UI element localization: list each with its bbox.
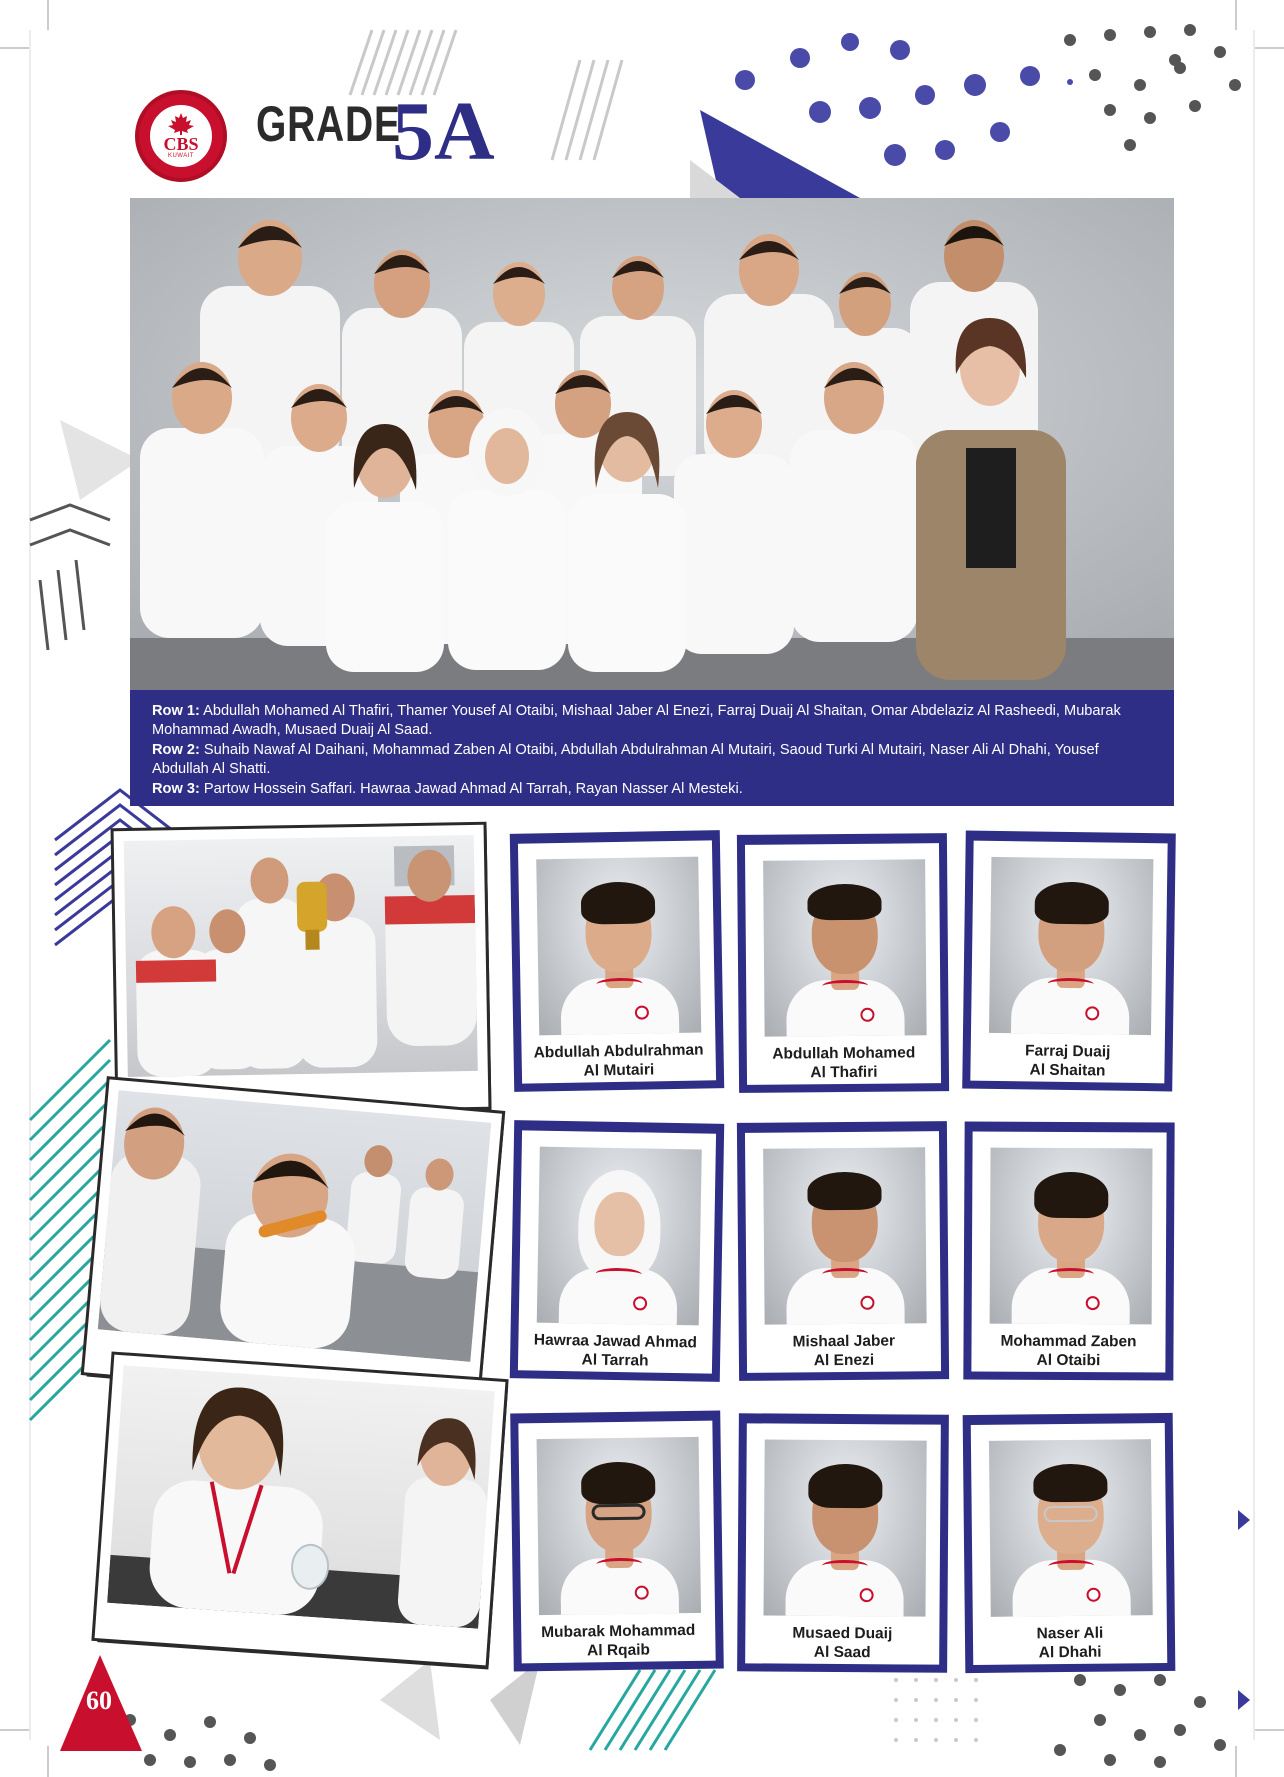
student-name (747, 1331, 941, 1371)
maple-leaf-icon (166, 113, 196, 135)
student-portrait-photo (990, 1148, 1153, 1325)
caption-row-names: Suhaib Nawaf Al Daihani, Mohammad Zaben Al Otaibi, Abdullah Abdulrahman Al Mutairi, Saoud Turki Al Mutairi, Naser Ali Al Dhahi, Yousef Abdullah Al Shatti. (152, 741, 1099, 778)
student-name-line1: Hawraa Jawad Ahmad (533, 1331, 698, 1352)
caption-row-label: Row 1: (152, 703, 200, 719)
student-name (970, 1041, 1165, 1082)
candid-classroom-illustration (98, 1090, 491, 1362)
student-name-line1: Musaed Duaij (792, 1624, 893, 1643)
card-inner (971, 1423, 1168, 1665)
student-portrait-card (510, 1411, 724, 1672)
student-portrait-photo (989, 1439, 1153, 1617)
student-portrait-photo (763, 859, 927, 1036)
caption-row-3 (152, 780, 1152, 799)
student-name-line1: Mishaal Jaber (792, 1332, 896, 1351)
card-inner (971, 1131, 1166, 1372)
student-name-line2: Al Saad (813, 1643, 871, 1662)
candid-science-illustration (107, 1365, 495, 1628)
candid-trophy-illustration (124, 835, 478, 1077)
logo-subtext: KUWAIT (167, 152, 195, 159)
student-name (747, 1043, 941, 1083)
candid-photo-image (107, 1365, 495, 1628)
logo-text: CBS (163, 133, 199, 154)
class-photo-illustration (130, 198, 1174, 690)
student-name-line1: Naser Ali (1036, 1624, 1104, 1643)
student-name-line1: Farraj Duaij (1024, 1042, 1111, 1061)
student-portrait-photo (989, 857, 1153, 1035)
caption-row-names: Partow Hossein Saffari. Hawraa Jawad Ahmad Al Tarrah, Rayan Nasser Al Mesteki. (199, 780, 743, 797)
card-inner (518, 1130, 716, 1373)
student-name (971, 1331, 1165, 1370)
card-inner (518, 840, 716, 1083)
class-photo-caption (130, 690, 1174, 806)
caption-row-label: Row 2: (152, 741, 200, 758)
student-name-line2: Al Tarrah (581, 1351, 649, 1370)
logo-emblem (148, 103, 214, 169)
student-name-line2: Al Otaibi (1036, 1351, 1101, 1370)
class-group-photo (130, 198, 1174, 690)
student-portrait-card (737, 1413, 949, 1672)
student-name-line2: Al Rqaib (586, 1641, 651, 1660)
student-name-line2: Al Mutairi (583, 1061, 655, 1080)
caption-row-label: Row 3: (152, 780, 200, 797)
student-name-line1: Mohammad Zaben (1000, 1332, 1137, 1351)
page-number: 60 (86, 1686, 112, 1715)
student-portrait-photo (763, 1439, 926, 1616)
card-inner (518, 1421, 715, 1664)
student-name (521, 1040, 716, 1081)
card-inner (970, 841, 1167, 1084)
grade-word: GRADE (256, 96, 401, 152)
student-portrait-photo (537, 1147, 702, 1326)
candid-photo-trophy (114, 825, 489, 1113)
student-portrait-card (510, 1120, 724, 1382)
school-logo (135, 90, 227, 182)
grade-class: 5A (392, 85, 495, 178)
student-name-line1: Mubarak Mohammad (541, 1621, 696, 1642)
student-name-line2: Al Enezi (813, 1351, 875, 1370)
student-name (745, 1623, 939, 1662)
candid-photo-image (124, 835, 478, 1077)
student-name-line2: Al Dhahi (1038, 1643, 1102, 1662)
student-portrait-card (737, 1121, 949, 1381)
student-name-line1: Abdullah Mohamed (772, 1044, 916, 1063)
student-portrait-photo (537, 1437, 701, 1615)
candid-photo-image (98, 1090, 491, 1362)
student-name (973, 1623, 1167, 1663)
student-portrait-card (737, 833, 949, 1093)
card-inner (745, 1131, 941, 1373)
student-portrait-card (963, 1413, 1176, 1673)
student-name-line2: Al Thafiri (810, 1063, 878, 1082)
caption-row-names: Abdullah Mohamed Al Thafiri, Thamer Yousef Al Otaibi, Mishaal Jaber Al Enezi, Farraj Duaij Al Shaitan, Omar Abdelaziz Al Rasheedi, Mubarak Mohammad Awadh, Musaed Duaij Al Saad. (152, 703, 1121, 739)
student-portrait-card (510, 830, 724, 1092)
student-name-line1: Abdullah Abdulrahman (533, 1041, 704, 1062)
card-inner (745, 1423, 941, 1664)
candid-photo-science (95, 1355, 506, 1666)
student-portrait-photo (536, 857, 701, 1036)
card-inner (745, 843, 941, 1085)
caption-row-1 (152, 702, 1152, 741)
student-name (518, 1330, 713, 1371)
student-name (521, 1621, 716, 1662)
student-portrait-photo (763, 1147, 927, 1324)
student-name-line2: Al Shaitan (1029, 1061, 1106, 1080)
student-portrait-card (963, 1121, 1174, 1380)
caption-row-2 (152, 741, 1152, 780)
student-portrait-card (962, 831, 1176, 1092)
